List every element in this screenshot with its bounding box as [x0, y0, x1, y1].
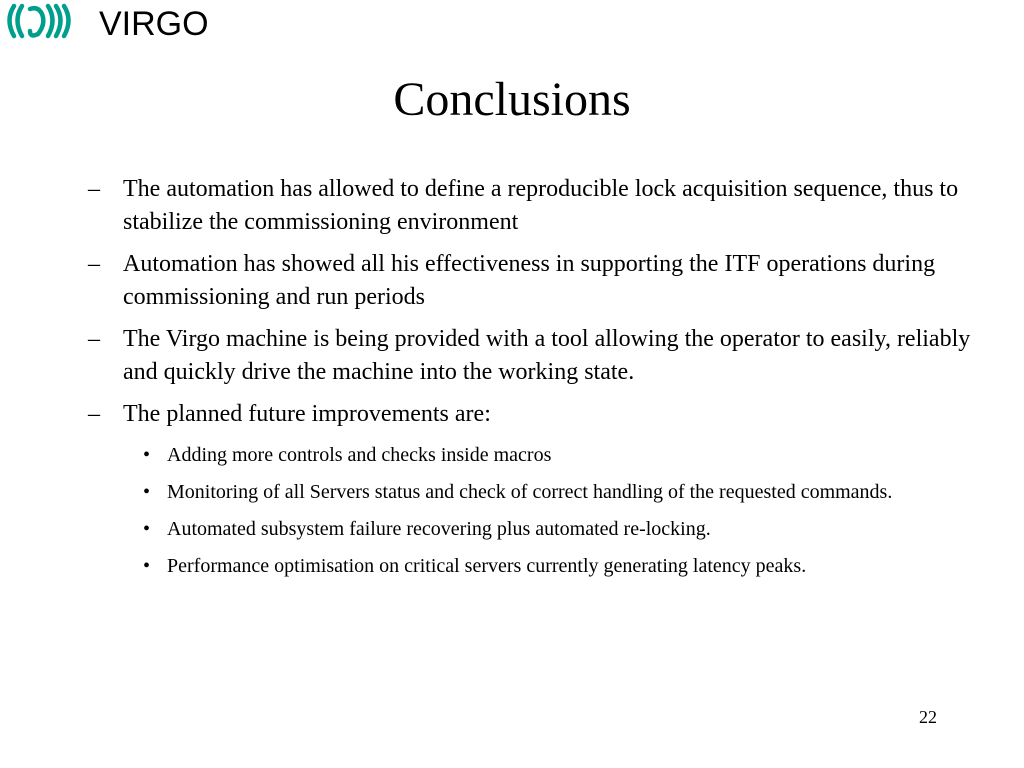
bullet-item: [88, 323, 978, 389]
bullet-marker: •: [143, 555, 151, 577]
sub-bullet-text: Performance optimisation on critical servers currently generating latency peaks.: [167, 555, 807, 577]
sub-bullet-item: [143, 551, 978, 581]
slide-title: Conclusions: [393, 73, 631, 126]
bullet-marker: •: [143, 481, 151, 503]
bullet-text: The Virgo machine is being provided with a tool allowing the operator to easily, reliably and quickly drive the machine into the working state.: [123, 326, 971, 385]
bullet-text: Automation has showed all his effectiveness in supporting the ITF operations during commissioning and run periods: [123, 251, 936, 310]
page-number: 22: [919, 707, 937, 727]
bullet-marker: •: [143, 518, 151, 540]
bullet-marker: •: [143, 444, 151, 466]
logo-text: VIRGO: [99, 5, 209, 42]
dash-marker: –: [88, 176, 100, 202]
bullet-text: The planned future improvements are:: [123, 401, 491, 427]
sub-bullet-item: [143, 477, 978, 507]
bullet-item: [88, 173, 978, 239]
dash-marker: –: [88, 326, 100, 352]
dash-marker: –: [88, 251, 100, 277]
bullet-text: The automation has allowed to define a reproducible lock acquisition sequence, thus to stabilize the commissioning environment: [123, 176, 959, 235]
dash-marker: –: [88, 401, 100, 427]
sub-bullet-text: Monitoring of all Servers status and check of correct handling of the requested commands.: [167, 481, 893, 503]
sub-bullet-text: Automated subsystem failure recovering plus automated re-locking.: [167, 518, 711, 540]
virgo-logo: [2, 2, 212, 42]
bullet-item: [88, 398, 978, 431]
sub-bullet-item: [143, 514, 978, 544]
bullet-item: [88, 248, 978, 314]
sub-bullet-item: [143, 440, 978, 470]
virgo-waves-icon: [2, 2, 212, 42]
slide-body: [88, 173, 978, 588]
sub-bullet-text: Adding more controls and checks inside macros: [167, 444, 552, 466]
